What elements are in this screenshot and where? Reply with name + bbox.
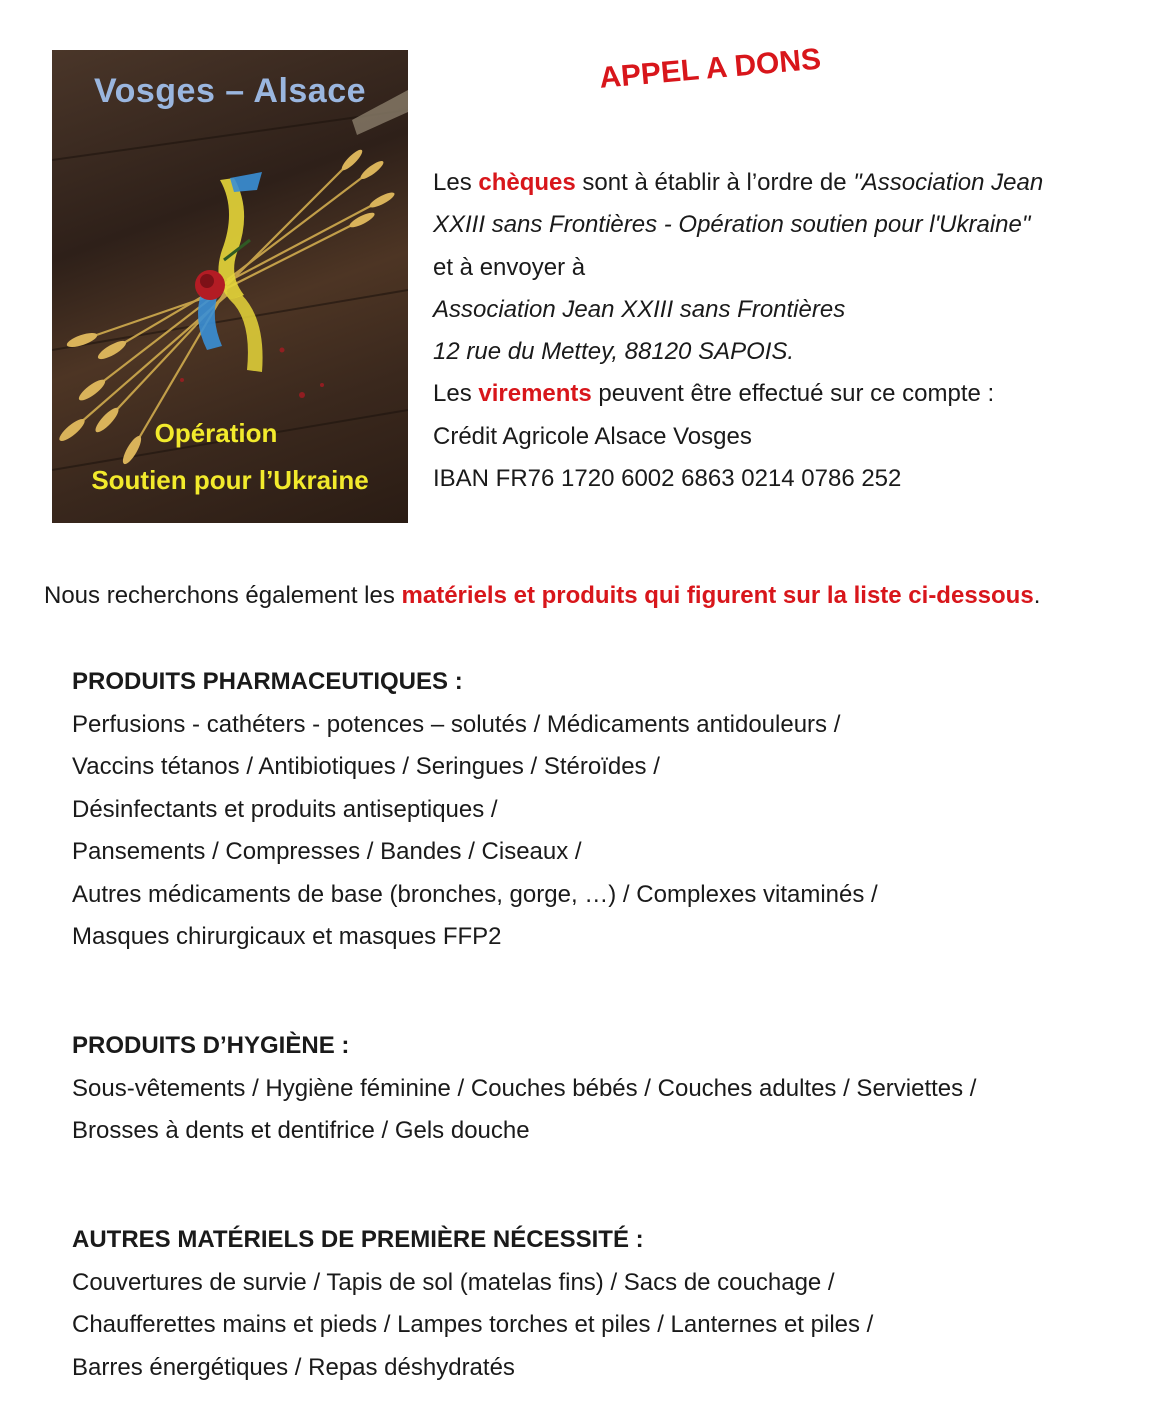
cheques-suffix: sont à établir à l’ordre de	[575, 169, 854, 196]
search-prefix: Nous recherchons également les	[44, 582, 402, 609]
list-item: Chaufferettes mains et pieds / Lampes torches et piles / Lanternes et piles /	[72, 1311, 874, 1338]
section-pharmaceutical	[72, 661, 1132, 959]
cheques-prefix: Les	[433, 169, 479, 196]
section-heading: AUTRES MATÉRIELS DE PREMIÈRE NÉCESSITÉ :	[72, 1226, 644, 1253]
list-item: Perfusions - cathéters - potences – solutés / Médicaments antidouleurs /	[72, 710, 841, 738]
transfer-suffix: peuvent être effectué sur ce compte :	[591, 380, 995, 408]
poster-title: Vosges – Alsace	[93, 72, 367, 110]
list-item: Brosses à dents et dentifrice / Gels douche	[72, 1117, 530, 1144]
search-sentence	[44, 582, 1040, 610]
donation-info	[433, 162, 1123, 500]
cheques-line	[433, 162, 1123, 204]
section-heading: PRODUITS PHARMACEUTIQUES :	[72, 668, 463, 695]
search-highlight: matériels et produits qui figurent sur la liste ci-dessous	[401, 582, 1034, 609]
section-hygiene	[72, 1025, 1132, 1153]
list-item: Désinfectants et produits antiseptiques /	[72, 795, 498, 823]
list-item: Masques chirurgicaux et masques FFP2	[72, 923, 502, 950]
transfer-line	[433, 373, 1123, 415]
send-line: et à envoyer à	[433, 253, 586, 281]
order-line1: "Association Jean	[853, 169, 1044, 196]
section-heading: PRODUITS D’HYGIÈNE :	[72, 1032, 350, 1059]
address-line2: 12 rue du Mettey, 88120 SAPOIS.	[433, 338, 795, 366]
appeal-title: APPEL A DONS	[598, 42, 823, 95]
transfer-word: virements	[478, 380, 592, 408]
iban: IBAN FR76 1720 6002 6863 0214 0786 252	[433, 465, 902, 493]
wheat-bouquet-illustration	[52, 50, 408, 523]
cheques-word: chèques	[478, 169, 576, 196]
order-line2: XXIII sans Frontières - Opération soutien pour l'Ukraine"	[433, 211, 1031, 239]
poster-caption-line2: Soutien pour l’Ukraine	[91, 465, 369, 495]
section-other-materials	[72, 1219, 1132, 1389]
bank-name: Crédit Agricole Alsace Vosges	[433, 422, 752, 450]
list-item: Couvertures de survie / Tapis de sol (matelas fins) / Sacs de couchage /	[72, 1268, 835, 1296]
list-item: Barres énergétiques / Repas déshydratés	[72, 1353, 515, 1381]
list-item: Autres médicaments de base (bronches, gorge, …) / Complexes vitaminés /	[72, 880, 878, 908]
transfer-prefix: Les	[433, 380, 479, 408]
poster-image	[52, 50, 408, 523]
list-item: Pansements / Compresses / Bandes / Ciseaux /	[72, 838, 582, 865]
address-line1: Association Jean XXIII sans Frontières	[433, 295, 846, 323]
search-suffix: .	[1033, 582, 1041, 609]
list-item: Vaccins tétanos / Antibiotiques / Seringues / Stéroïdes /	[72, 753, 660, 780]
list-item: Sous-vêtements / Hygiène féminine / Couches bébés / Couches adultes / Serviettes /	[72, 1074, 977, 1102]
poster-caption-line1: Opération	[154, 418, 278, 448]
